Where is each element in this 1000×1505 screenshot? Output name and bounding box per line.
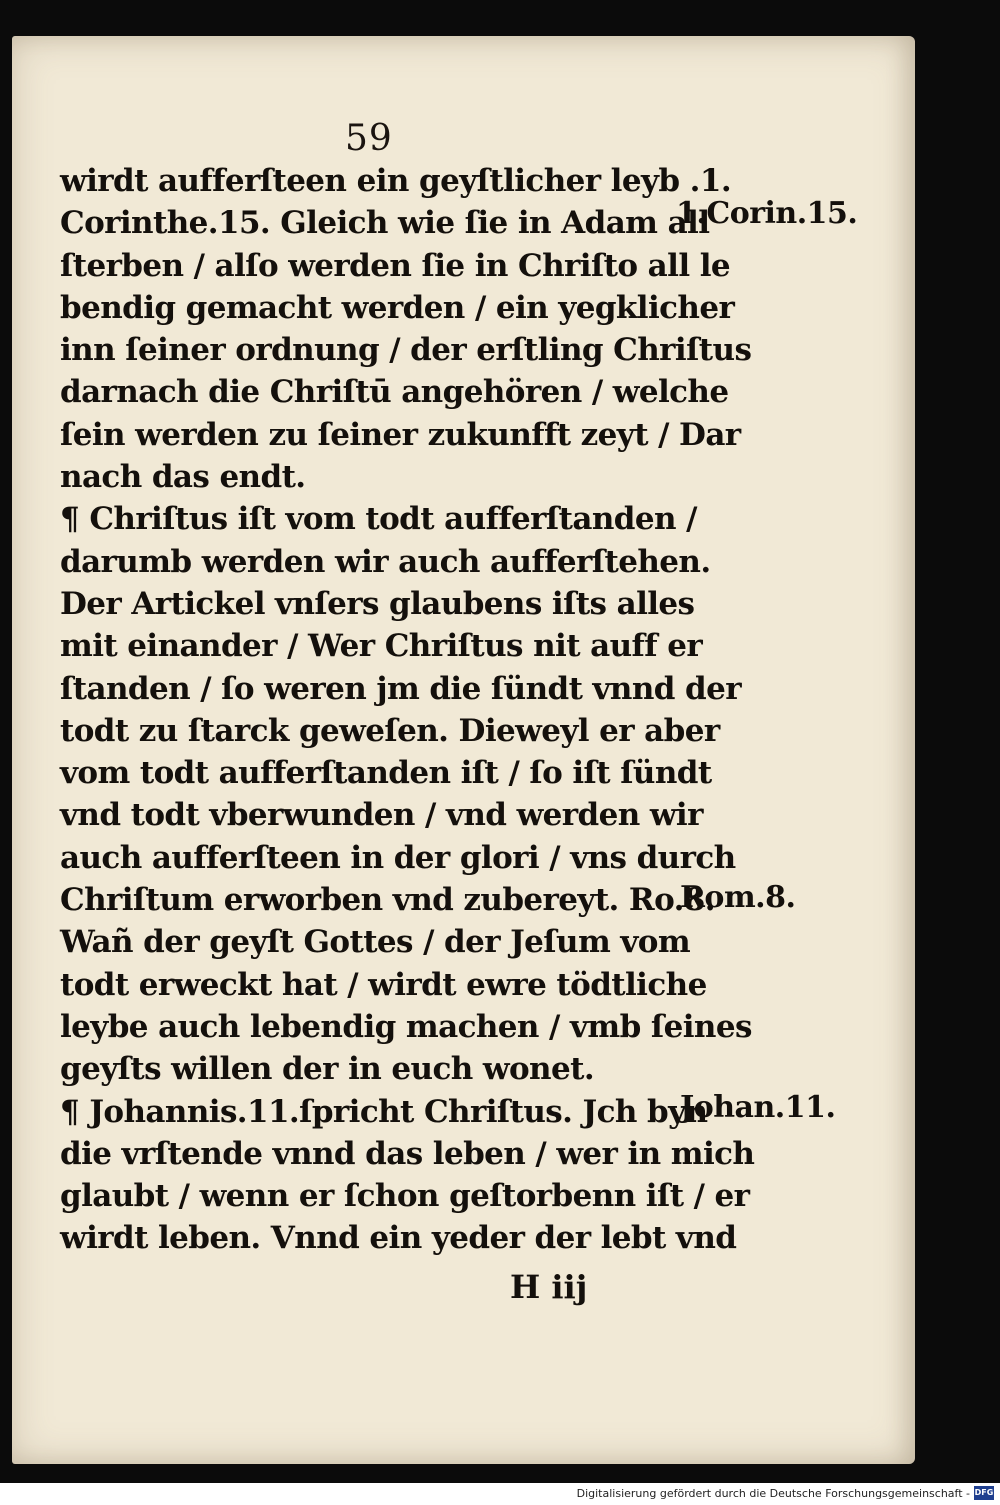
text-line: ſtanden / ſo weren jm die ſündt vnnd der: [60, 670, 741, 707]
text-line: die vrſtende vnnd das leben / wer in mich: [60, 1135, 755, 1172]
text-line: wirdt leben. Vnnd ein yeder der lebt vnd: [60, 1220, 737, 1257]
text-line: vom todt aufferſtanden iſt / ſo iſt ſündt: [60, 755, 712, 792]
text-line: darnach die Chriſtū angehören / welche: [60, 374, 729, 411]
page-number: 59: [345, 118, 393, 159]
text-line: ¶ Chriſtus iſt vom todt aufferſtanden /: [60, 501, 697, 538]
text-line: geyſts willen der in euch wonet.: [60, 1051, 595, 1088]
dfg-logo-icon: DFG: [974, 1486, 994, 1500]
text-line: Der Artickel vnſers glaubens iſts alles: [60, 585, 695, 622]
text-line: todt zu ſtarck geweſen. Dieweyl er aber: [60, 712, 720, 749]
text-line: bendig gemacht werden / ein yegklicher: [60, 289, 735, 326]
text-line: nach das endt.: [60, 459, 306, 496]
text-line: auch aufferſteen in der glori / vns durch: [60, 839, 736, 876]
text-line: wirdt aufferſteen ein geyſtlicher leyb .1.: [60, 163, 732, 199]
text-line: vnd todt vberwunden / vnd werden wir: [60, 797, 703, 834]
text-line: Corinthe.15. Gleich wie ſie in Adam all: [60, 205, 710, 242]
text-line: mit einander / Wer Chriſtus nit auff er: [60, 628, 703, 665]
text-line: Wañ der geyſt Gottes / der Jeſum vom: [60, 924, 691, 961]
text-line: ſterben / alſo werden ſie in Chriſto all le: [60, 247, 731, 284]
text-line: leybe auch lebendig machen / vmb ſeines: [60, 1008, 752, 1045]
signature-mark: H iij: [510, 1268, 588, 1306]
text-line: glaubt / wenn er ſchon geſtorbenn iſt / er: [60, 1178, 750, 1215]
marginal-note-corinthians: 1.Corin.15.: [676, 196, 858, 231]
text-line: darumb werden wir auch aufferſtehen.: [60, 543, 711, 580]
text-line: Chriſtum erworben vnd zubereyt. Ro.8.: [60, 882, 715, 919]
funding-credit: Digitalisierung gefördert durch die Deutsche Forschungsgemeinschaft -: [576, 1487, 970, 1500]
marginal-note-john: Johan.11.: [680, 1090, 836, 1125]
text-line: todt erweckt hat / wirdt ewre tödtliche: [60, 966, 707, 1003]
marginal-note-romans: Rom.8.: [680, 880, 796, 915]
text-line: inn ſeiner ordnung / der erſtling Chriſtus: [60, 332, 752, 369]
text-line: ¶ Johannis.11.ſpricht Chriſtus. Jch byn: [60, 1093, 708, 1130]
text-line: ſein werden zu ſeiner zukunfft zeyt / Dar: [60, 416, 741, 453]
